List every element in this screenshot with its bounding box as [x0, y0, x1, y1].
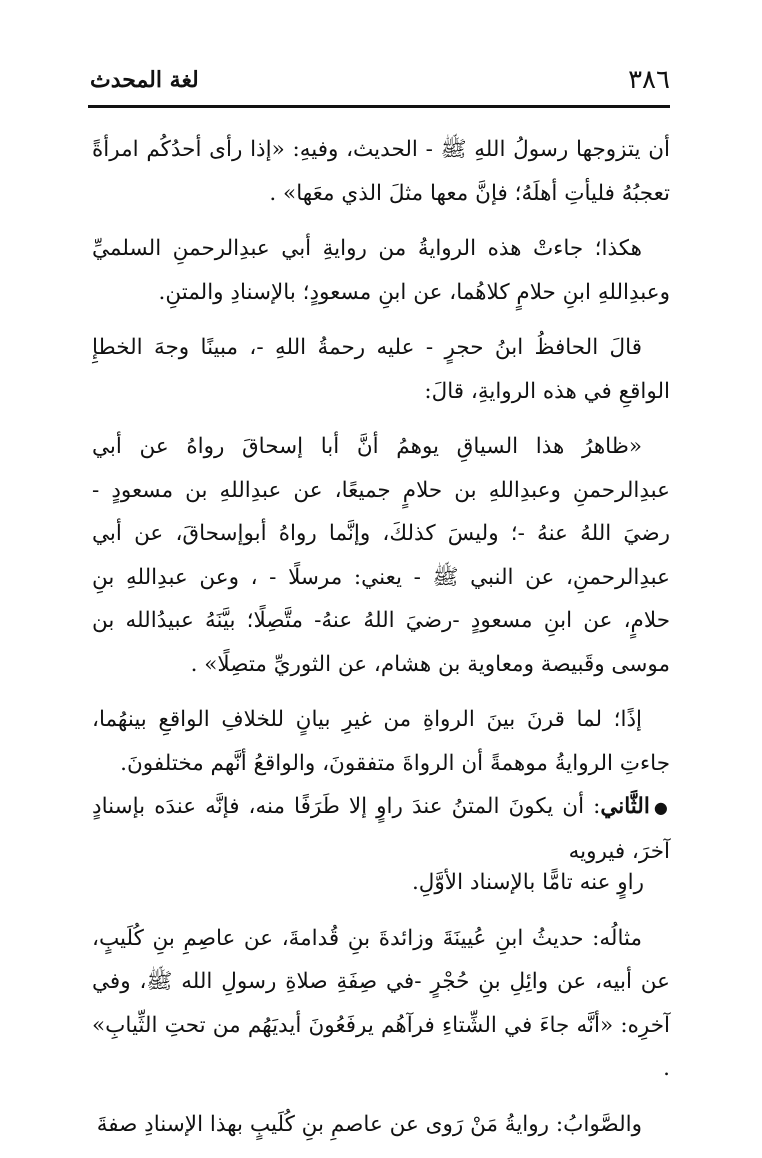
bullet-lead: الثَّاني — [600, 794, 650, 819]
paragraph-1: أن يتزوجها رسولُ اللهِ ﷺ - الحديث، وفيهِ: «إذا رأى أحدُكُم امرأةً تعجبُهُ فليأتِ أهلَهُ؛ فإنَّ معها مثلَ الذي معَها» . — [92, 137, 670, 206]
running-title: لغة المحدث — [90, 67, 199, 93]
page-number: ٣٨٦ — [628, 65, 670, 95]
bullet-item-second — [92, 785, 670, 873]
paragraph-5: إذًا؛ لما قرنَ بينَ الرواةِ من غيرِ بيانٍ للخلافِ الواقعِ بينهُما، جاءتِ الروايةُ موهمةً أن الرواةَ متفقونَ، والواقعُ أنَّهم مختلفونَ. — [92, 707, 670, 776]
page-header — [90, 62, 670, 98]
header-rule — [88, 105, 670, 108]
bullet-text-line1: : أن يكونَ المتنُ عندَ راوٍ إلا طَرَفًا منه، فإنَّه عندَه بإسنادٍ آخرَ، فيرويه — [92, 794, 670, 864]
paragraph-2: هكذا؛ جاءتْ هذه الروايةُ من روايةِ أبي عبدِالرحمنِ السلميِّ وعبدِاللهِ ابنِ حلامٍ كلاهُما، عن ابنِ مسعودٍ؛ بالإسنادِ والمتنِ. — [92, 236, 670, 305]
paragraph-3: قالَ الحافظُ ابنُ حجرٍ - عليه رحمةُ اللهِ -، مبينًا وجهَ الخطإِ الواقعِ في هذه الروايةِ، قالَ: — [92, 335, 670, 404]
page-body — [92, 128, 670, 1158]
paragraph-7-example: مثالُه: حديثُ ابنِ عُيينَةَ وزائدةَ بنِ قُدامةَ، عن عاصِمِ بنِ كُلَيبٍ، عن أبيه، عن وائِلِ بنِ حُجْرٍ -في صِفَةِ صلاةِ رسولِ الله ﷺ، وفي آخرِه: «أنَّه جاءَ في الشِّتاءِ فرآهُم يرفَعُونَ أيديَهُم من تحتِ الثِّيابِ» . — [92, 925, 670, 1081]
bullet-text-line2: راوٍ عنه تامًّا بالإسناد الأوَّلِ. — [411, 870, 644, 895]
paragraph-8: والصَّوابُ: روايةُ مَنْ رَوى عن عاصمِ بنِ كُلَيبٍ بهذا الإسنادِ صفةَ — [96, 1111, 642, 1137]
paragraph-4-quote: «ظاهرُ هذا السياقِ يوهمُ أنَّ أبا إسحاقَ رواهُ عن أبي عبدِالرحمنِ وعبدِاللهِ بن حلامٍ جميعًا، عن عبدِاللهِ بن مسعودٍ - رضيَ اللهُ عنهُ -؛ وليسَ كذلكَ، وإنَّما رواهُ أبوإسحاقَ، عن أبي عبدِالرحمنِ، عن النبي ﷺ - يعني: مرسلًا - ، وعن عبدِاللهِ بنِ حلامٍ، عن ابنِ مسعودٍ -رضيَ اللهُ عنهُ- متَّصِلًا؛ بيَّنَهُ عبيدُالله بن موسى وقَبيصة ومعاوية بن هشام، عن الثوريِّ متصِلًا» . — [92, 434, 670, 677]
bullet-icon: ● — [653, 798, 670, 817]
